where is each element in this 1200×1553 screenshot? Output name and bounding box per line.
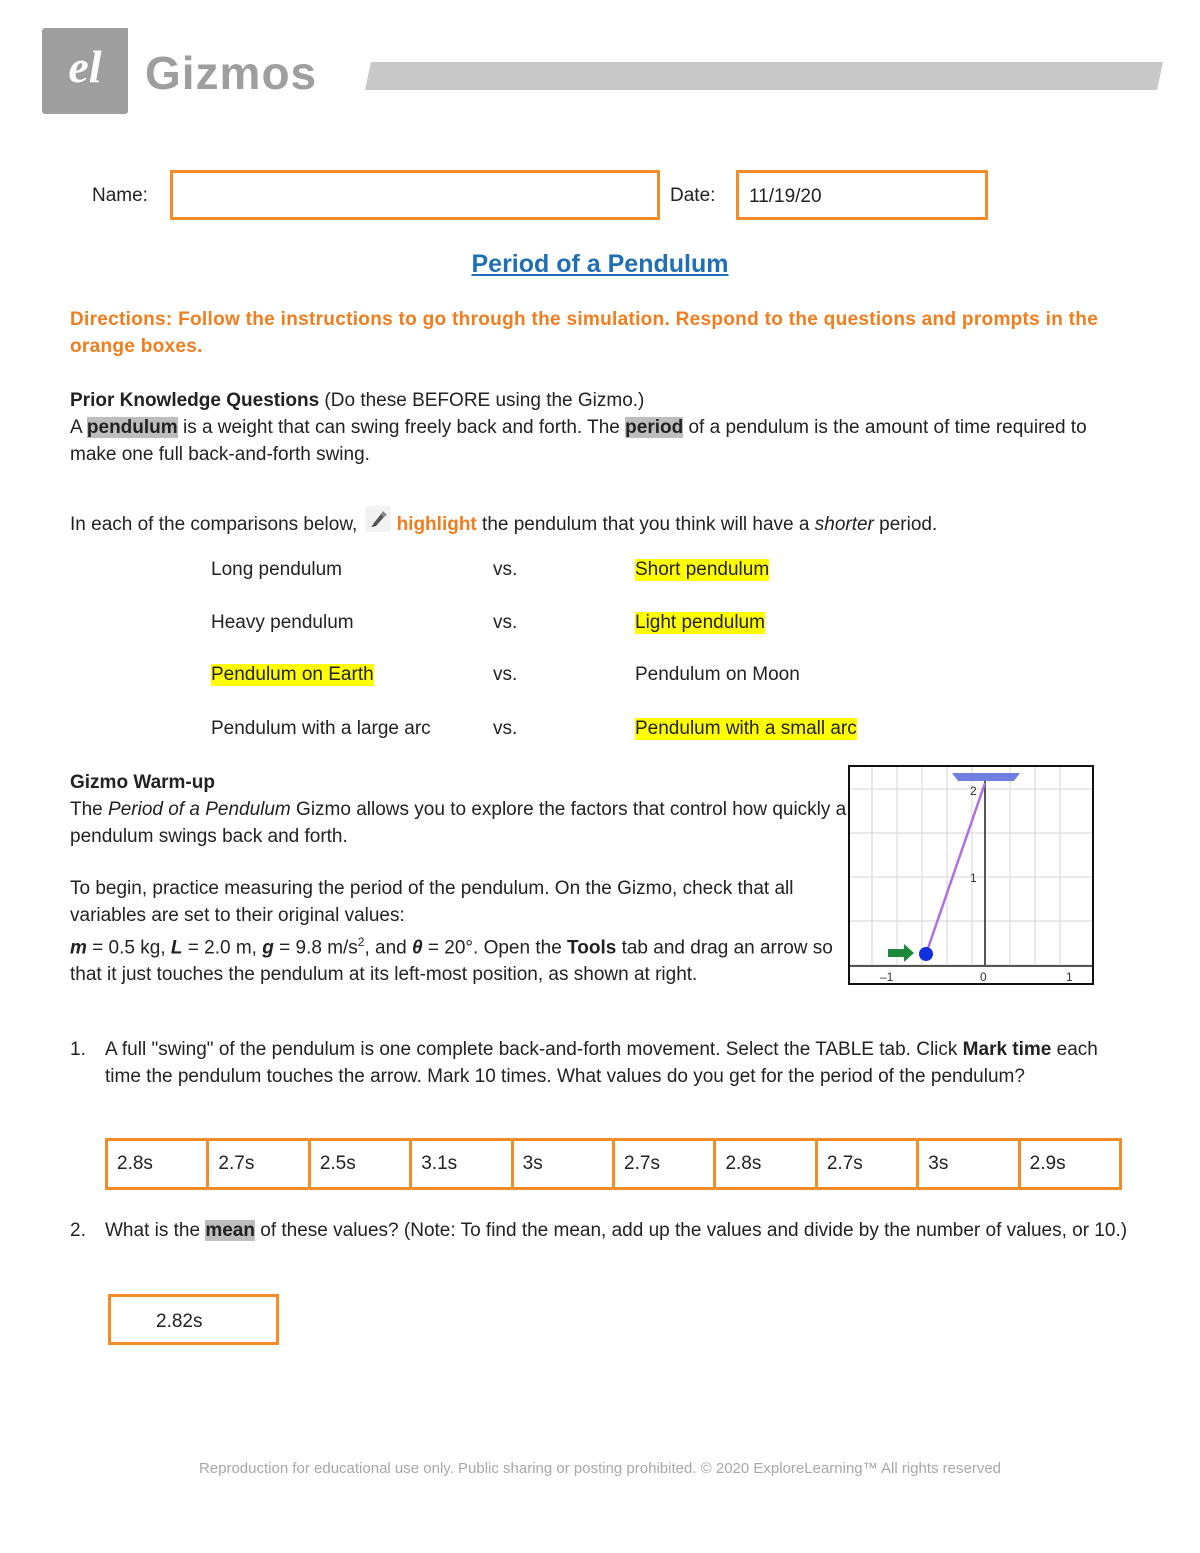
answer-cell[interactable]: 2.9s — [1029, 1153, 1066, 1174]
text: A full "swing" of the pendulum is one complete back-and-forth movement. Select the TABLE tab. Click — [105, 1039, 963, 1060]
prior-heading: Prior Knowledge Questions — [70, 390, 320, 411]
comparison-right-option[interactable]: Light pendulum — [635, 612, 765, 633]
answer-cell[interactable]: 3.1s — [412, 1141, 513, 1187]
brand-name: Gizmos — [145, 47, 318, 99]
q2-text — [105, 1217, 1130, 1244]
comparison-left-option[interactable]: Long pendulum — [211, 559, 342, 580]
comparison-instructions — [70, 506, 1150, 538]
pivot-mount — [952, 773, 1020, 781]
text: = 0.5 kg, — [86, 937, 171, 959]
y-tick-2: 2 — [970, 784, 977, 798]
name-label: Name: — [92, 185, 148, 206]
answer-cell[interactable]: 2.8s — [108, 1141, 209, 1187]
comparison-vs: vs. — [493, 559, 518, 580]
q1-answer-table — [105, 1138, 1122, 1190]
pendulum-bob[interactable] — [919, 947, 933, 961]
tools-word: Tools — [567, 937, 617, 959]
prior-knowledge-section — [70, 387, 1130, 468]
text: = 20°. Open the — [422, 937, 568, 959]
answer-cell[interactable]: 2.8s — [716, 1141, 817, 1187]
term-period: period — [625, 417, 684, 438]
var-g: g — [262, 937, 274, 959]
text: A — [70, 417, 87, 438]
comparison-right-option[interactable]: Pendulum on Moon — [635, 664, 800, 685]
prior-heading-line — [70, 387, 1130, 414]
var-theta: θ — [412, 937, 423, 959]
q2-answer: 2.82s — [156, 1311, 203, 1332]
text: Gizmo allows you to explore the factors that control how quickly a pendulum swings back and forth. — [70, 799, 847, 847]
text: = 9.8 m/s — [273, 937, 358, 959]
directions: Directions: Follow the instructions to go through the simulation. Respond to the questions and prompts in the orange boxes. — [70, 309, 1099, 357]
highlight-word: highlight — [396, 514, 477, 535]
x-tick-neg1: –1 — [880, 970, 894, 983]
comparison-vs: vs. — [493, 664, 518, 685]
text: What is the — [105, 1220, 206, 1241]
answer-cell[interactable]: 2.7s — [818, 1141, 919, 1187]
text: period. — [873, 514, 938, 535]
comparison-left-option[interactable]: Heavy pendulum — [211, 612, 354, 633]
text: In each of the comparisons below, — [70, 514, 363, 535]
text: each time the pendulum touches the arrow. Mark 10 times. What values do you get for the period of the pendulum? — [105, 1039, 1098, 1087]
name-field[interactable] — [170, 170, 660, 220]
answer-cell[interactable]: 2.7s — [209, 1141, 310, 1187]
comparison-vs: vs. — [493, 718, 518, 739]
answer-cell[interactable]: 3s — [514, 1141, 615, 1187]
gizmos-logo-glyph: el — [68, 41, 102, 92]
term-pendulum: pendulum — [86, 417, 178, 438]
prior-definition — [70, 414, 1130, 468]
highlighter-icon — [365, 506, 391, 532]
warmup-heading: Gizmo Warm-up — [70, 772, 215, 793]
answer-cell[interactable]: 2.5s — [311, 1141, 412, 1187]
text: To begin, practice measuring the period of the pendulum. On the Gizmo, check that all variables are set to their original values: — [70, 878, 794, 926]
footer-notice: Reproduction for educational use only. Public sharing or posting prohibited. © 2020 ExploreLearning™ All rights reserved — [198, 1460, 1002, 1477]
q2-number: 2. — [70, 1220, 86, 1241]
comparison-left-option[interactable]: Pendulum with a large arc — [211, 718, 431, 739]
text: = 2.0 m, — [182, 937, 263, 959]
answer-cell[interactable]: 2.7s — [615, 1141, 716, 1187]
comparison-vs: vs. — [493, 612, 518, 633]
pendulum-string — [926, 783, 985, 954]
date-value: 11/19/20 — [749, 186, 822, 207]
q1-number: 1. — [70, 1039, 86, 1060]
date-field[interactable] — [736, 170, 988, 220]
x-tick-1: 1 — [1066, 970, 1073, 983]
text: of a pendulum is the amount of time required to make one full back-and-forth swing. — [70, 417, 1087, 465]
warmup-section — [70, 769, 850, 988]
marker-arrow-icon[interactable] — [888, 944, 914, 962]
y-tick-1: 1 — [970, 871, 977, 885]
comparison-left-option[interactable]: Pendulum on Earth — [211, 664, 374, 685]
text: , and — [364, 937, 413, 959]
shorter-emphasis: shorter — [814, 514, 874, 535]
text: tab and drag an arrow so that it just touches the pendulum at its left-most position, as shown at right. — [70, 937, 833, 986]
text: The — [70, 799, 109, 820]
var-m: m — [70, 937, 87, 959]
text: is a weight that can swing freely back and forth. The — [177, 417, 626, 438]
q1-text — [105, 1036, 1115, 1090]
header-decoration-bar — [365, 62, 1163, 90]
text: of these values? (Note: To find the mean, add up the values and divide by the number of values, or 10.) — [254, 1220, 1128, 1241]
comparison-right-option[interactable]: Short pendulum — [635, 559, 770, 580]
date-label: Date: — [670, 185, 716, 206]
var-L: L — [170, 937, 183, 959]
mark-time-word: Mark time — [962, 1039, 1052, 1060]
term-mean: mean — [205, 1220, 255, 1241]
x-tick-0: 0 — [980, 970, 987, 983]
page-title: Period of a Pendulum — [471, 250, 729, 278]
comparison-right-option[interactable]: Pendulum with a small arc — [635, 718, 857, 739]
text: the pendulum that you think will have a — [476, 514, 815, 535]
pendulum-figure — [848, 765, 1094, 985]
answer-cell[interactable]: 3s — [919, 1141, 1020, 1187]
prior-heading-note: (Do these BEFORE using the Gizmo.) — [319, 390, 645, 411]
exponent: 2 — [357, 935, 365, 949]
pendulum-svg — [850, 767, 1092, 983]
q2-answer-box[interactable] — [108, 1294, 279, 1345]
gizmo-name: Period of a Pendulum — [108, 799, 291, 820]
